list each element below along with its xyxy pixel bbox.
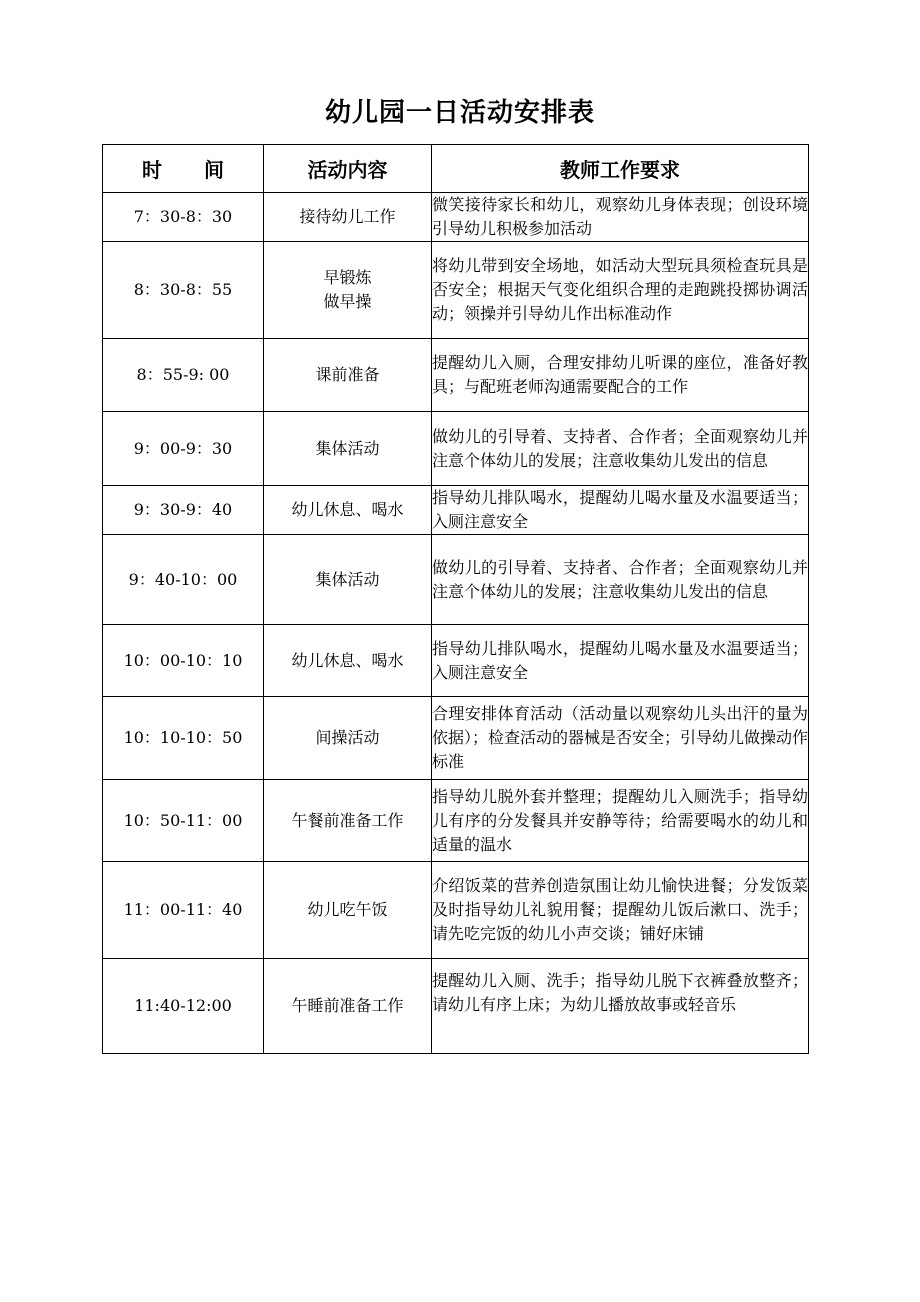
requirement-cell: 做幼儿的引导着、支持者、合作者；全面观察幼儿并注意个体幼儿的发展；注意收集幼儿发出的信息: [432, 412, 809, 486]
activity-cell: 集体活动: [264, 412, 432, 486]
requirement-cell: 将幼儿带到安全场地，如活动大型玩具须检查玩具是否安全；根据天气变化组织合理的走跑跳投掷协调活动；领操并引导幼儿作出标准动作: [432, 242, 809, 339]
time-cell: 10：00-10：10: [103, 625, 264, 697]
activity-cell: 课前准备: [264, 339, 432, 412]
time-cell: 8：30-8：55: [103, 242, 264, 339]
activity-cell: 接待幼儿工作: [264, 193, 432, 242]
time-cell: 7：30-8：30: [103, 193, 264, 242]
header-requirements: 教师工作要求: [432, 145, 809, 193]
header-row: [103, 145, 809, 193]
requirement-cell: 介绍饭菜的营养创造氛围让幼儿愉快进餐；分发饭菜及时指导幼儿礼貌用餐；提醒幼儿饭后漱口、洗手；请先吃完饭的幼儿小声交谈；铺好床铺: [432, 862, 809, 959]
time-cell: 11:40-12:00: [103, 959, 264, 1054]
schedule-table: [102, 144, 809, 1054]
time-cell: 9：40-10：00: [103, 535, 264, 625]
table-row: [103, 780, 809, 862]
time-cell: 9：00-9：30: [103, 412, 264, 486]
table-row: [103, 412, 809, 486]
requirement-cell: 微笑接待家长和幼儿，观察幼儿身体表现；创设环境引导幼儿积极参加活动: [432, 193, 809, 242]
header-time-char-1: 时: [142, 158, 162, 182]
requirement-cell: 提醒幼儿入厕，合理安排幼儿听课的座位，准备好教具；与配班老师沟通需要配合的工作: [432, 339, 809, 412]
activity-cell: 午餐前准备工作: [264, 780, 432, 862]
requirement-cell: 指导幼儿排队喝水，提醒幼儿喝水量及水温要适当；入厕注意安全: [432, 625, 809, 697]
time-cell: 8：55-9: 00: [103, 339, 264, 412]
requirement-cell: 指导幼儿脱外套并整理；提醒幼儿入厕洗手；指导幼儿有序的分发餐具并安静等待；给需要喝水的幼儿和适量的温水: [432, 780, 809, 862]
activity-cell: 幼儿休息、喝水: [264, 486, 432, 535]
table-row: [103, 959, 809, 1054]
table-row: [103, 486, 809, 535]
time-cell: 10：10-10：50: [103, 697, 264, 780]
table-row: [103, 339, 809, 412]
table-row: [103, 625, 809, 697]
time-cell: 9：30-9：40: [103, 486, 264, 535]
activity-line-1: 早锻炼: [323, 268, 372, 287]
time-cell: 10：50-11：00: [103, 780, 264, 862]
activity-cell: 间操活动: [264, 697, 432, 780]
requirement-cell: 做幼儿的引导着、支持者、合作者；全面观察幼儿并注意个体幼儿的发展；注意收集幼儿发出的信息: [432, 535, 809, 625]
table-row: [103, 193, 809, 242]
activity-cell: 幼儿休息、喝水: [264, 625, 432, 697]
header-time: [103, 145, 264, 193]
header-activity: 活动内容: [264, 145, 432, 193]
time-cell: 11：00-11：40: [103, 862, 264, 959]
activity-cell: 幼儿吃午饭: [264, 862, 432, 959]
page-title: 幼儿园一日活动安排表: [324, 98, 595, 128]
requirement-cell: 合理安排体育活动（活动量以观察幼儿头出汗的量为依据）；检查活动的器械是否安全；引导幼儿做操动作标准: [432, 697, 809, 780]
activity-cell: 集体活动: [264, 535, 432, 625]
activity-line-2: 做早操: [323, 292, 372, 311]
table-row: [103, 697, 809, 780]
table-row: [103, 862, 809, 959]
activity-cell: 午睡前准备工作: [264, 959, 432, 1054]
table-row: [103, 535, 809, 625]
activity-cell: [264, 242, 432, 339]
table-row: [103, 242, 809, 339]
requirement-cell: 提醒幼儿入厕、洗手；指导幼儿脱下衣裤叠放整齐；请幼儿有序上床；为幼儿播放故事或轻音乐: [432, 959, 809, 1054]
requirement-cell: 指导幼儿排队喝水，提醒幼儿喝水量及水温要适当；入厕注意安全: [432, 486, 809, 535]
header-time-char-2: 间: [204, 158, 224, 182]
